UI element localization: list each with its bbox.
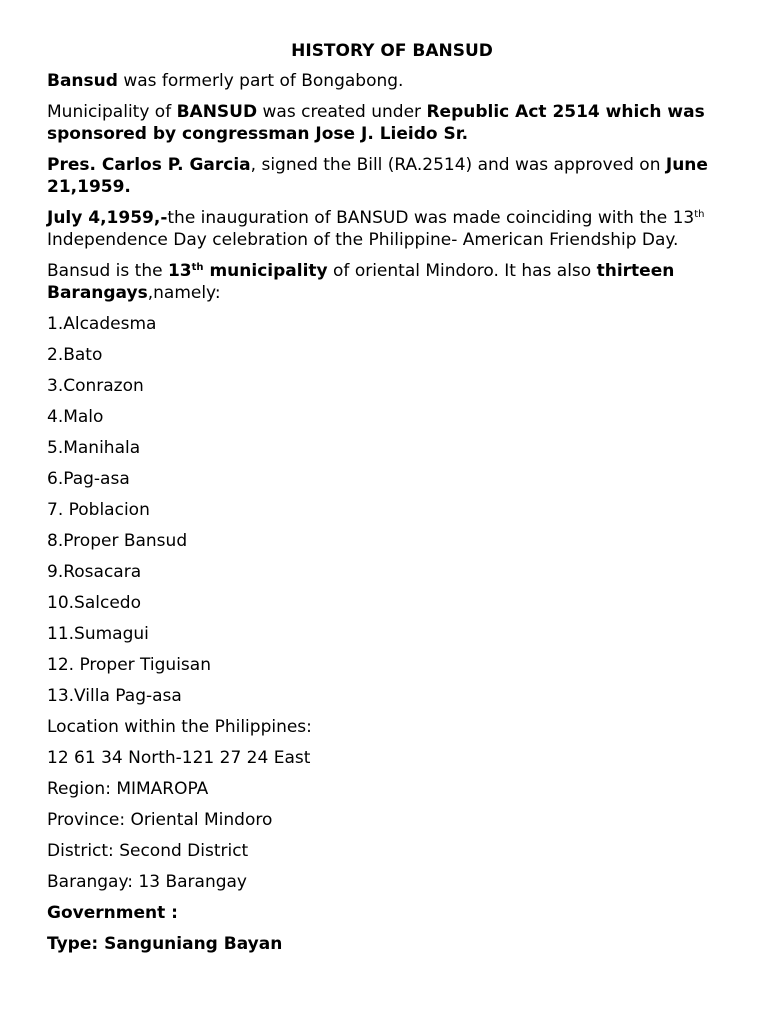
province: Province: Oriental Mindoro [47, 810, 273, 830]
list-item: 9.Rosacara [47, 562, 142, 582]
list-item: 7. Poblacion [47, 500, 150, 520]
paragraph-inauguration [47, 207, 727, 251]
body-text: Municipality of [47, 102, 177, 122]
bold-text: municipality [203, 261, 328, 281]
bold-text: BANSUD [176, 102, 258, 122]
list-item: 4.Malo [47, 407, 104, 427]
body-text: the inauguration of BANSUD was made coinciding with the 13 [167, 208, 695, 228]
list-item: 10.Salcedo [47, 593, 141, 613]
body-text: of oriental Mindoro. It has also [327, 261, 597, 281]
bold-text: June 21,1959. [47, 155, 708, 197]
district: District: Second District [47, 841, 249, 861]
list-item: 1.Alcadesma [47, 314, 157, 334]
document-page [47, 40, 727, 964]
barangay-count: Barangay: 13 Barangay [47, 872, 247, 892]
list-item: 11.Sumagui [47, 624, 149, 644]
list-item: 12. Proper Tiguisan [47, 655, 211, 675]
body-text: was formerly part of Bongabong. [117, 71, 404, 91]
bold-text: thirteen Barangays [47, 261, 675, 303]
region: Region: MIMAROPA [47, 779, 209, 799]
body-text: , signed the Bill (RA.2514) and was approved on [250, 155, 666, 175]
body-text: Bansud is the [47, 261, 168, 281]
bold-text: 13 [167, 261, 192, 281]
list-item: 3.Conrazon [47, 376, 144, 396]
location-label: Location within the Philippines: [47, 717, 312, 737]
government-heading: Government : [47, 903, 178, 923]
document-title: HISTORY OF BANSUD [291, 41, 493, 61]
body-text: ,namely: [147, 283, 221, 303]
paragraph-former-part [47, 70, 727, 92]
list-item: 5.Manihala [47, 438, 141, 458]
bold-text: Pres. Carlos P. Garcia [47, 155, 251, 175]
superscript: th [694, 209, 705, 220]
government-type: Type: Sanguniang Bayan [47, 934, 283, 954]
coordinates: 12 61 34 North-121 27 24 East [47, 748, 311, 768]
paragraph-creation [47, 101, 727, 145]
list-item: 8.Proper Bansud [47, 531, 188, 551]
bold-text: Bansud [47, 71, 118, 91]
bold-text: Republic Act 2514 which was sponsored by congressman Jose J. Lieido Sr. [47, 102, 705, 144]
barangay-list [47, 313, 727, 707]
list-item: 13.Villa Pag-asa [47, 686, 182, 706]
paragraph-municipality [47, 260, 727, 304]
bold-text: July 4,1959,- [47, 208, 168, 228]
paragraph-approval [47, 154, 727, 198]
list-item: 6.Pag-asa [47, 469, 130, 489]
list-item: 2.Bato [47, 345, 103, 365]
body-text: Independence Day celebration of the Philippine- American Friendship Day. [47, 230, 679, 250]
superscript: th [191, 262, 204, 273]
body-text: was created under [257, 102, 427, 122]
